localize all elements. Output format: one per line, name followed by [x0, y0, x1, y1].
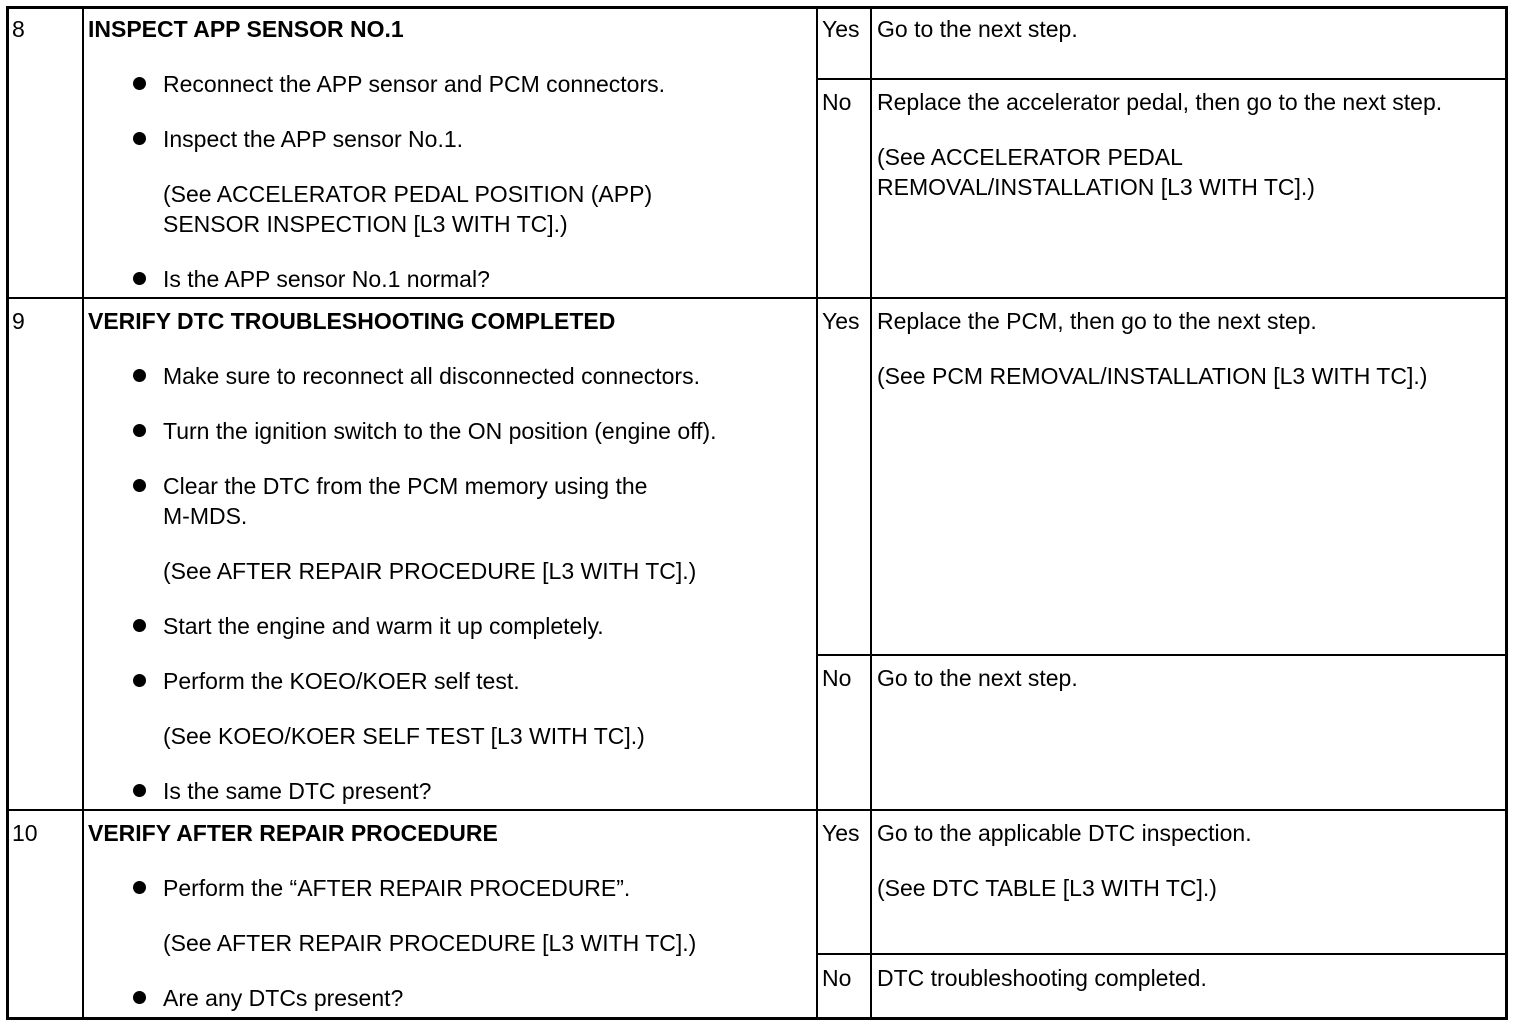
- bullet-icon: [133, 619, 146, 632]
- action-reference: (See ACCELERATOR PEDAL POSITION (APP): [163, 181, 653, 207]
- no-result: REMOVAL/INSTALLATION [L3 WITH TC].): [877, 174, 1315, 200]
- yes-result: (See PCM REMOVAL/INSTALLATION [L3 WITH TC].): [877, 363, 1428, 389]
- yes-label: Yes: [822, 308, 860, 334]
- bullet-icon: [133, 424, 146, 437]
- yes-result: Replace the PCM, then go to the next step.: [877, 308, 1317, 334]
- step-title: VERIFY AFTER REPAIR PROCEDURE: [88, 820, 498, 846]
- action-reference: (See AFTER REPAIR PROCEDURE [L3 WITH TC].): [163, 930, 697, 956]
- no-label: No: [822, 665, 852, 691]
- bullet-icon: [133, 784, 146, 797]
- no-result: DTC troubleshooting completed.: [877, 965, 1207, 991]
- yes-label: Yes: [822, 16, 860, 42]
- result-divider: [816, 78, 1506, 80]
- action-text: Inspect the APP sensor No.1.: [163, 126, 464, 152]
- no-result: Go to the next step.: [877, 665, 1078, 691]
- action-text: Clear the DTC from the PCM memory using the: [163, 473, 648, 499]
- action-reference: SENSOR INSPECTION [L3 WITH TC].): [163, 211, 568, 237]
- no-label: No: [822, 89, 852, 115]
- column-divider: [816, 8, 818, 1018]
- no-label: No: [822, 965, 852, 991]
- column-divider: [82, 8, 84, 1018]
- yes-result: Go to the applicable DTC inspection.: [877, 820, 1252, 846]
- action-text: Reconnect the APP sensor and PCM connectors.: [163, 71, 666, 97]
- step-number: 10: [12, 820, 38, 846]
- bullet-icon: [133, 77, 146, 90]
- no-result: (See ACCELERATOR PEDAL: [877, 144, 1183, 170]
- action-text: Start the engine and warm it up completely.: [163, 613, 604, 639]
- action-reference: (See AFTER REPAIR PROCEDURE [L3 WITH TC].): [163, 558, 697, 584]
- action-text: M-MDS.: [163, 503, 248, 529]
- row-divider: [8, 809, 1506, 811]
- bullet-icon: [133, 991, 146, 1004]
- action-text: Are any DTCs present?: [163, 985, 404, 1011]
- result-divider: [816, 654, 1506, 656]
- step-title: VERIFY DTC TROUBLESHOOTING COMPLETED: [88, 308, 616, 334]
- step-number: 9: [12, 308, 25, 334]
- bullet-icon: [133, 881, 146, 894]
- action-text: Perform the “AFTER REPAIR PROCEDURE”.: [163, 875, 631, 901]
- bullet-icon: [133, 369, 146, 382]
- yes-label: Yes: [822, 820, 860, 846]
- action-text: Make sure to reconnect all disconnected connectors.: [163, 363, 700, 389]
- no-result: Replace the accelerator pedal, then go to the next step.: [877, 89, 1443, 115]
- bullet-icon: [133, 132, 146, 145]
- step-number: 8: [12, 16, 25, 42]
- bullet-icon: [133, 479, 146, 492]
- step-title: INSPECT APP SENSOR NO.1: [88, 16, 404, 42]
- yes-result: (See DTC TABLE [L3 WITH TC].): [877, 875, 1217, 901]
- action-text: Turn the ignition switch to the ON position (engine off).: [163, 418, 717, 444]
- action-text: Is the APP sensor No.1 normal?: [163, 266, 490, 292]
- yes-result: Go to the next step.: [877, 16, 1078, 42]
- result-divider: [816, 953, 1506, 955]
- action-text: Is the same DTC present?: [163, 778, 432, 804]
- bullet-icon: [133, 674, 146, 687]
- column-divider: [870, 8, 872, 1018]
- bullet-icon: [133, 272, 146, 285]
- row-divider: [8, 297, 1506, 299]
- action-reference: (See KOEO/KOER SELF TEST [L3 WITH TC].): [163, 723, 645, 749]
- action-text: Perform the KOEO/KOER self test.: [163, 668, 520, 694]
